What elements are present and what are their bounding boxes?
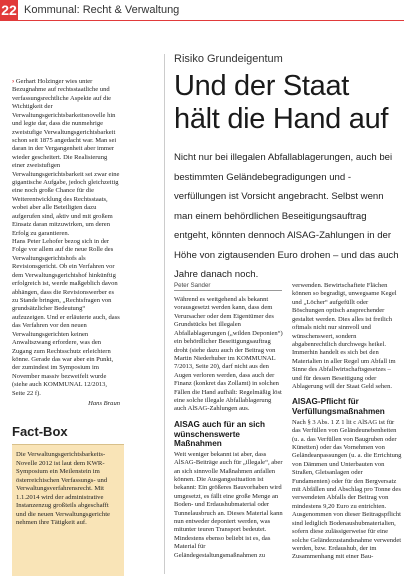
article-column-middle [174, 296, 284, 560]
section-title: Kommunal: Recht & Verwaltung [24, 4, 180, 16]
article-paragraph: Nach § 3 Abs. 1 Z 1 lit c AlSAG ist für das Verfüllen von Geländeunebenheiten (u. a. das Verfüllen von Baugruben oder Künetten) oder das Vornehmen von Geländeanpassungen (u. a. die Errichtung von Dämmen und Unterbauten von Straßen, Gleisanlagen oder Fundamenten) oder für den Bergversatz mit Abfällen und Abschlag pro Tonne des verwendeten Abfalls der Beitrag von mindestens 9,20 Euro zu entrichten. Ausgenommen von dieser Beitragspflicht sind lediglich Bodenaushubmaterialien, sofern diese zulässigerweise für eine solche Geländezustandsnahme verwendet werden, bzw. Erdaushub, der im Zusammenhang mit einer Bau- [292, 418, 402, 561]
fact-box [12, 444, 124, 576]
article-lead: Nicht nur bei illegalen Abfallablagerungen, auch bei bestimmten Geländebegradigungen und -verfüllungen ist Vorsicht angebracht. Selbst wenn man einem behördlichen Beseitigungsauftrag entgeht, könnten dennoch AlSAG-Zahlungen in der Höhe von zigtausenden Euro drohen – und das auch Jahre danach noch. [174, 152, 399, 280]
author-name: Hans Braun [88, 400, 120, 408]
left-paragraph-1: › Gerhart Holzinger wies unter Bezugnahme auf rechtsstaatliche und verfassungsrechtliche Aspekte auf die Wichtigkeit der Verwaltungsgerichtsbarkeitsnovelle hin und legte dar, dass die nunmehrige zweistufige Verwaltungsgerichtsbarkeit schon seit 1875 angedacht war. Man sei daran in der Vergangenheit aber immer wieder gescheitert. Die Realisierung einer zweistufigen Verwaltungsgerichtsbarkeit sei zwar eine gigantische Aufgabe, jedoch gleichzeitig eine noch große Chance für die Weiterentwicklung des Rechtsstaats, wobei aber alle Beteiligten dazu aufgerufen sind, aktiv und mit großem Einsatz daran mitzuwirken, um deren Erfolg zu garantieren. [12, 78, 120, 237]
fact-box-text: Die Verwaltungsgerichtsbarkeits-Novelle 2012 ist laut dem KWR-Symposium ein Meilenstein im österreichischen Verfassungs- und Verwaltungsverfahrensrecht. Mit 1.1.2014 wird der administrative Instanzenzug großteils abgeschafft und die neuen Verwaltungsgerichte nehmen ihre Tätigkeit auf. [16, 451, 111, 526]
left-paragraph-2: Hans Peter Lehofer bezog sich in der Folge vor allem auf die neue Rolle des Verwaltungsgerichtshofs als Revisionsgericht. Ob ein Verfahren vor dem Verwaltungsgerichtshof hinkünftig erfolgreich ist, werde maßgeblich davon abhängen, dass die Revisionswerber es zu Stande bringen, „Rechtsfragen von grundsätzlicher Bedeutung“ aufzuzeigen. Und er erläuterte auch, dass das Verfahren vor den neuen Verwaltungsgerichten keinen Anwaltszwang erfordere, was den Zugang zum Rechtsschutz erleichtern könne. Gerade das war aber ein Punkt, der zumindest im Symposium im November massiv bezweifelt wurde (siehe auch KOMMUNAL 12/2013, Seite 22 f). [12, 238, 120, 397]
article-subhead: AlSAG-Pflicht für Verfüllungsmaßnahmen [292, 397, 385, 417]
article-paragraph: Weit weniger bekannt ist aber, dass AlSAG-Beiträge auch für „illegale“, aber an sich sinnvolle Maßnahmen anfallen können. Die Ausgangssituation ist bekannt: Ein größeres Bauvorhaben wird umgesetzt, es fällt eine große Menge an Boden- und Erdaushubmaterial oder Tunnelausbruch an. Dieses Material kann nun entweder deponiert werden, was mitunter teuren Transport bedeutet. Mindestens ebenso beliebt ist es, das Material für Geländegestaltungsmaßnahmen zu [174, 450, 283, 559]
article-column-right [292, 282, 402, 562]
article-paragraph: Während es weitgehend als bekannt vorausgesetzt werden kann, dass dem Verursacher oder dem Eigentümer des Grundstücks bei illegalen Abfallablagerungen („wilden Deponien“) ein behördlicher Beseitigungsauftrag droht (siehe dazu auch der Beitrag von Martin Niederhuber im KOMMUNAL 7/2013, Seite 20), darf nicht aus den Augen verloren werden, dass auch der Finanz (konkret das Zollamt) in solchen Fällen die Hand aufhält: Regelmäßig löst eine solche illegale Abfallablagerung auch AlSAG-Zahlungen aus. [174, 296, 283, 413]
article-byline: Peter Sander [174, 282, 282, 291]
fact-box-title: Fact-Box [12, 424, 68, 439]
left-column [12, 78, 120, 408]
article-subhead: AlSAG auch für an sich wünschenswerte Maßnahmen [174, 419, 265, 449]
article-kicker: Risiko Grundeigentum [174, 53, 283, 65]
arrow-right-icon: › [12, 78, 15, 85]
article-headline: Und der Staat hält die Hand auf [174, 70, 389, 135]
page-number: 22 [1, 2, 17, 18]
page-header [0, 0, 404, 21]
column-divider [164, 54, 165, 574]
article-paragraph: verwenden. Bewirtschaftete Flächen können so begradigt, unwegsame Kegel und „Löcher“ aufgefüllt oder Böschungen optisch ansprechender gestaltet werden. Dies alles ist freilich oftmals nicht nur sinnvoll und wünschenswert, sondern abgabenrechtlich durchwegs heikel. Immerhin handelt es sich bei den Materialien in aller Regel um Abfall im Sinne des Abfallwirtschaftsgesetzes – und für dessen Beseitigung oder Ablagerung will der Staat Geld sehen. [292, 282, 397, 391]
